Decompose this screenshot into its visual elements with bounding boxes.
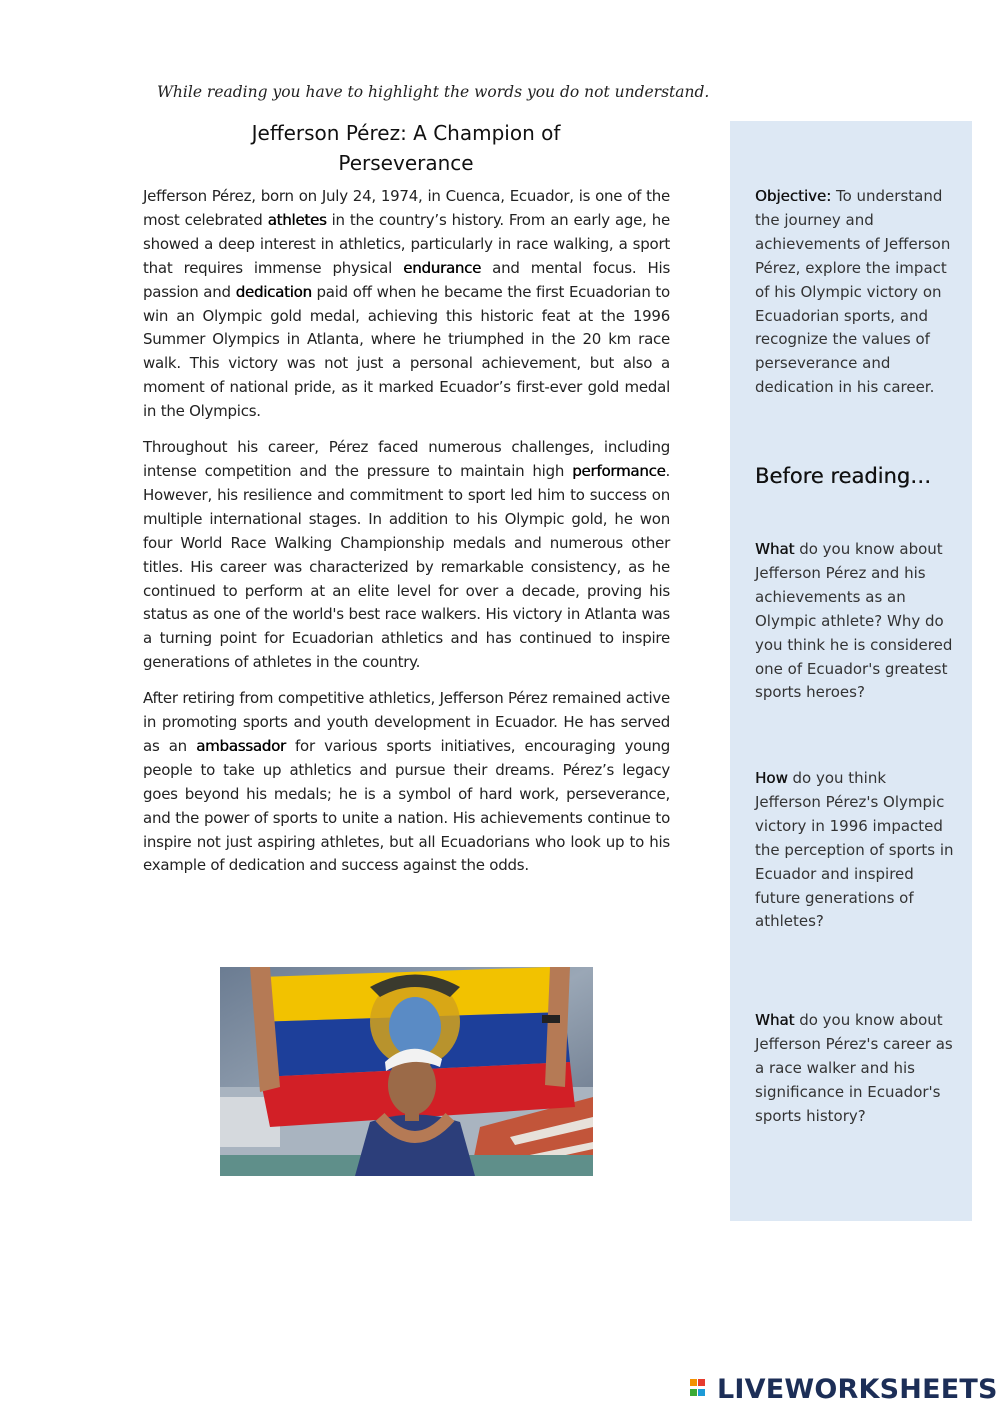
vocab-word-athletes: athletes: [267, 210, 327, 229]
objective-block: [755, 185, 955, 400]
instruction-text: While reading you have to highlight the words you do not understand.: [157, 83, 710, 101]
liveworksheets-logo-mark: [690, 1377, 714, 1401]
objective-label: Objective:: [755, 187, 832, 205]
vocab-word-performance: performance: [572, 461, 666, 480]
title-line-1: Jefferson Pérez: A Champion of: [251, 121, 561, 145]
article-body: [143, 185, 670, 890]
question-3: What do you know about Jefferson Pérez's career as a race walker and his significance in Ecuador's sports history?: [755, 1011, 953, 1125]
paragraph-2: Throughout his career, Pérez faced numerous challenges, including intense competition and the pressure to maintain high performance. However, his resilience and commitment to sport led him to success on multiple international stages. In addition to his Olympic gold, he won four World Race Walking Championship medals and numerous other titles. His career was characterized by remarkable consistency, as he continued to perform at an elite level for over a decade, proving his status as one of the world's best race walkers. His victory in Atlanta was a turning point for Ecuadorian athletics and has continued to inspire generations of athletes in the country.: [143, 438, 670, 672]
page-title: [200, 118, 612, 178]
title-line-2: Perseverance: [338, 151, 474, 175]
paragraph-1: Jefferson Pérez, born on July 24, 1974, in Cuenca, Ecuador, is one of the most celebrated athletes in the country’s history. From an early age, he showed a deep interest in athletics, particularly in race walking, a sport that requires immense physical endurance and mental focus. His passion and dedication paid off when he became the first Ecuadorian to win an Olympic gold medal, achieving this historic feat at the 1996 Summer Olympics in Atlanta, where he triumphed in the 20 km race walk. This victory was not just a personal achievement, but also a moment of national pride, as it marked Ecuador’s first-ever gold medal in the Olympics.: [143, 187, 671, 421]
paragraph-3: After retiring from competitive athletics, Jefferson Pérez remained active in promoting sports and youth development in Ecuador. He has served as an ambassador for various sports initiatives, encouraging young people to take up athletics and pursue their dreams. Pérez’s legacy goes beyond his medals; he is a symbol of hard work, perseverance, and the power of sports to unite a nation. His achievements continue to inspire not just aspiring athletes, but all Ecuadorians who look up to his example of dedication and success against the odds.: [143, 689, 670, 875]
athlete-photo: [220, 967, 593, 1176]
sidebar-panel: [730, 121, 972, 1221]
vocab-word-dedication: dedication: [235, 282, 312, 301]
before-reading-heading: Before reading…: [755, 464, 932, 488]
liveworksheets-logo: [690, 1373, 998, 1405]
vocab-word-ambassador: ambassador: [196, 736, 286, 755]
vocab-word-endurance: endurance: [403, 258, 482, 277]
liveworksheets-logo-text: LIVEWORKSHEETS: [717, 1373, 998, 1405]
question-2: How do you think Jefferson Pérez's Olympic victory in 1996 impacted the perception of sports in Ecuador and inspired future generations of athletes?: [755, 769, 954, 931]
objective-text: To understand the journey and achievements of Jefferson Pérez, explore the impact of his Olympic victory on Ecuadorian sports, and recognize the values of perseverance and dedication in his career.: [755, 187, 951, 397]
question-1: What do you know about Jefferson Pérez and his achievements as an Olympic athlete? Why do you think he is considered one of Ecuador's greatest sports heroes?: [755, 540, 953, 702]
athlete-photo-illustration: [220, 967, 593, 1176]
